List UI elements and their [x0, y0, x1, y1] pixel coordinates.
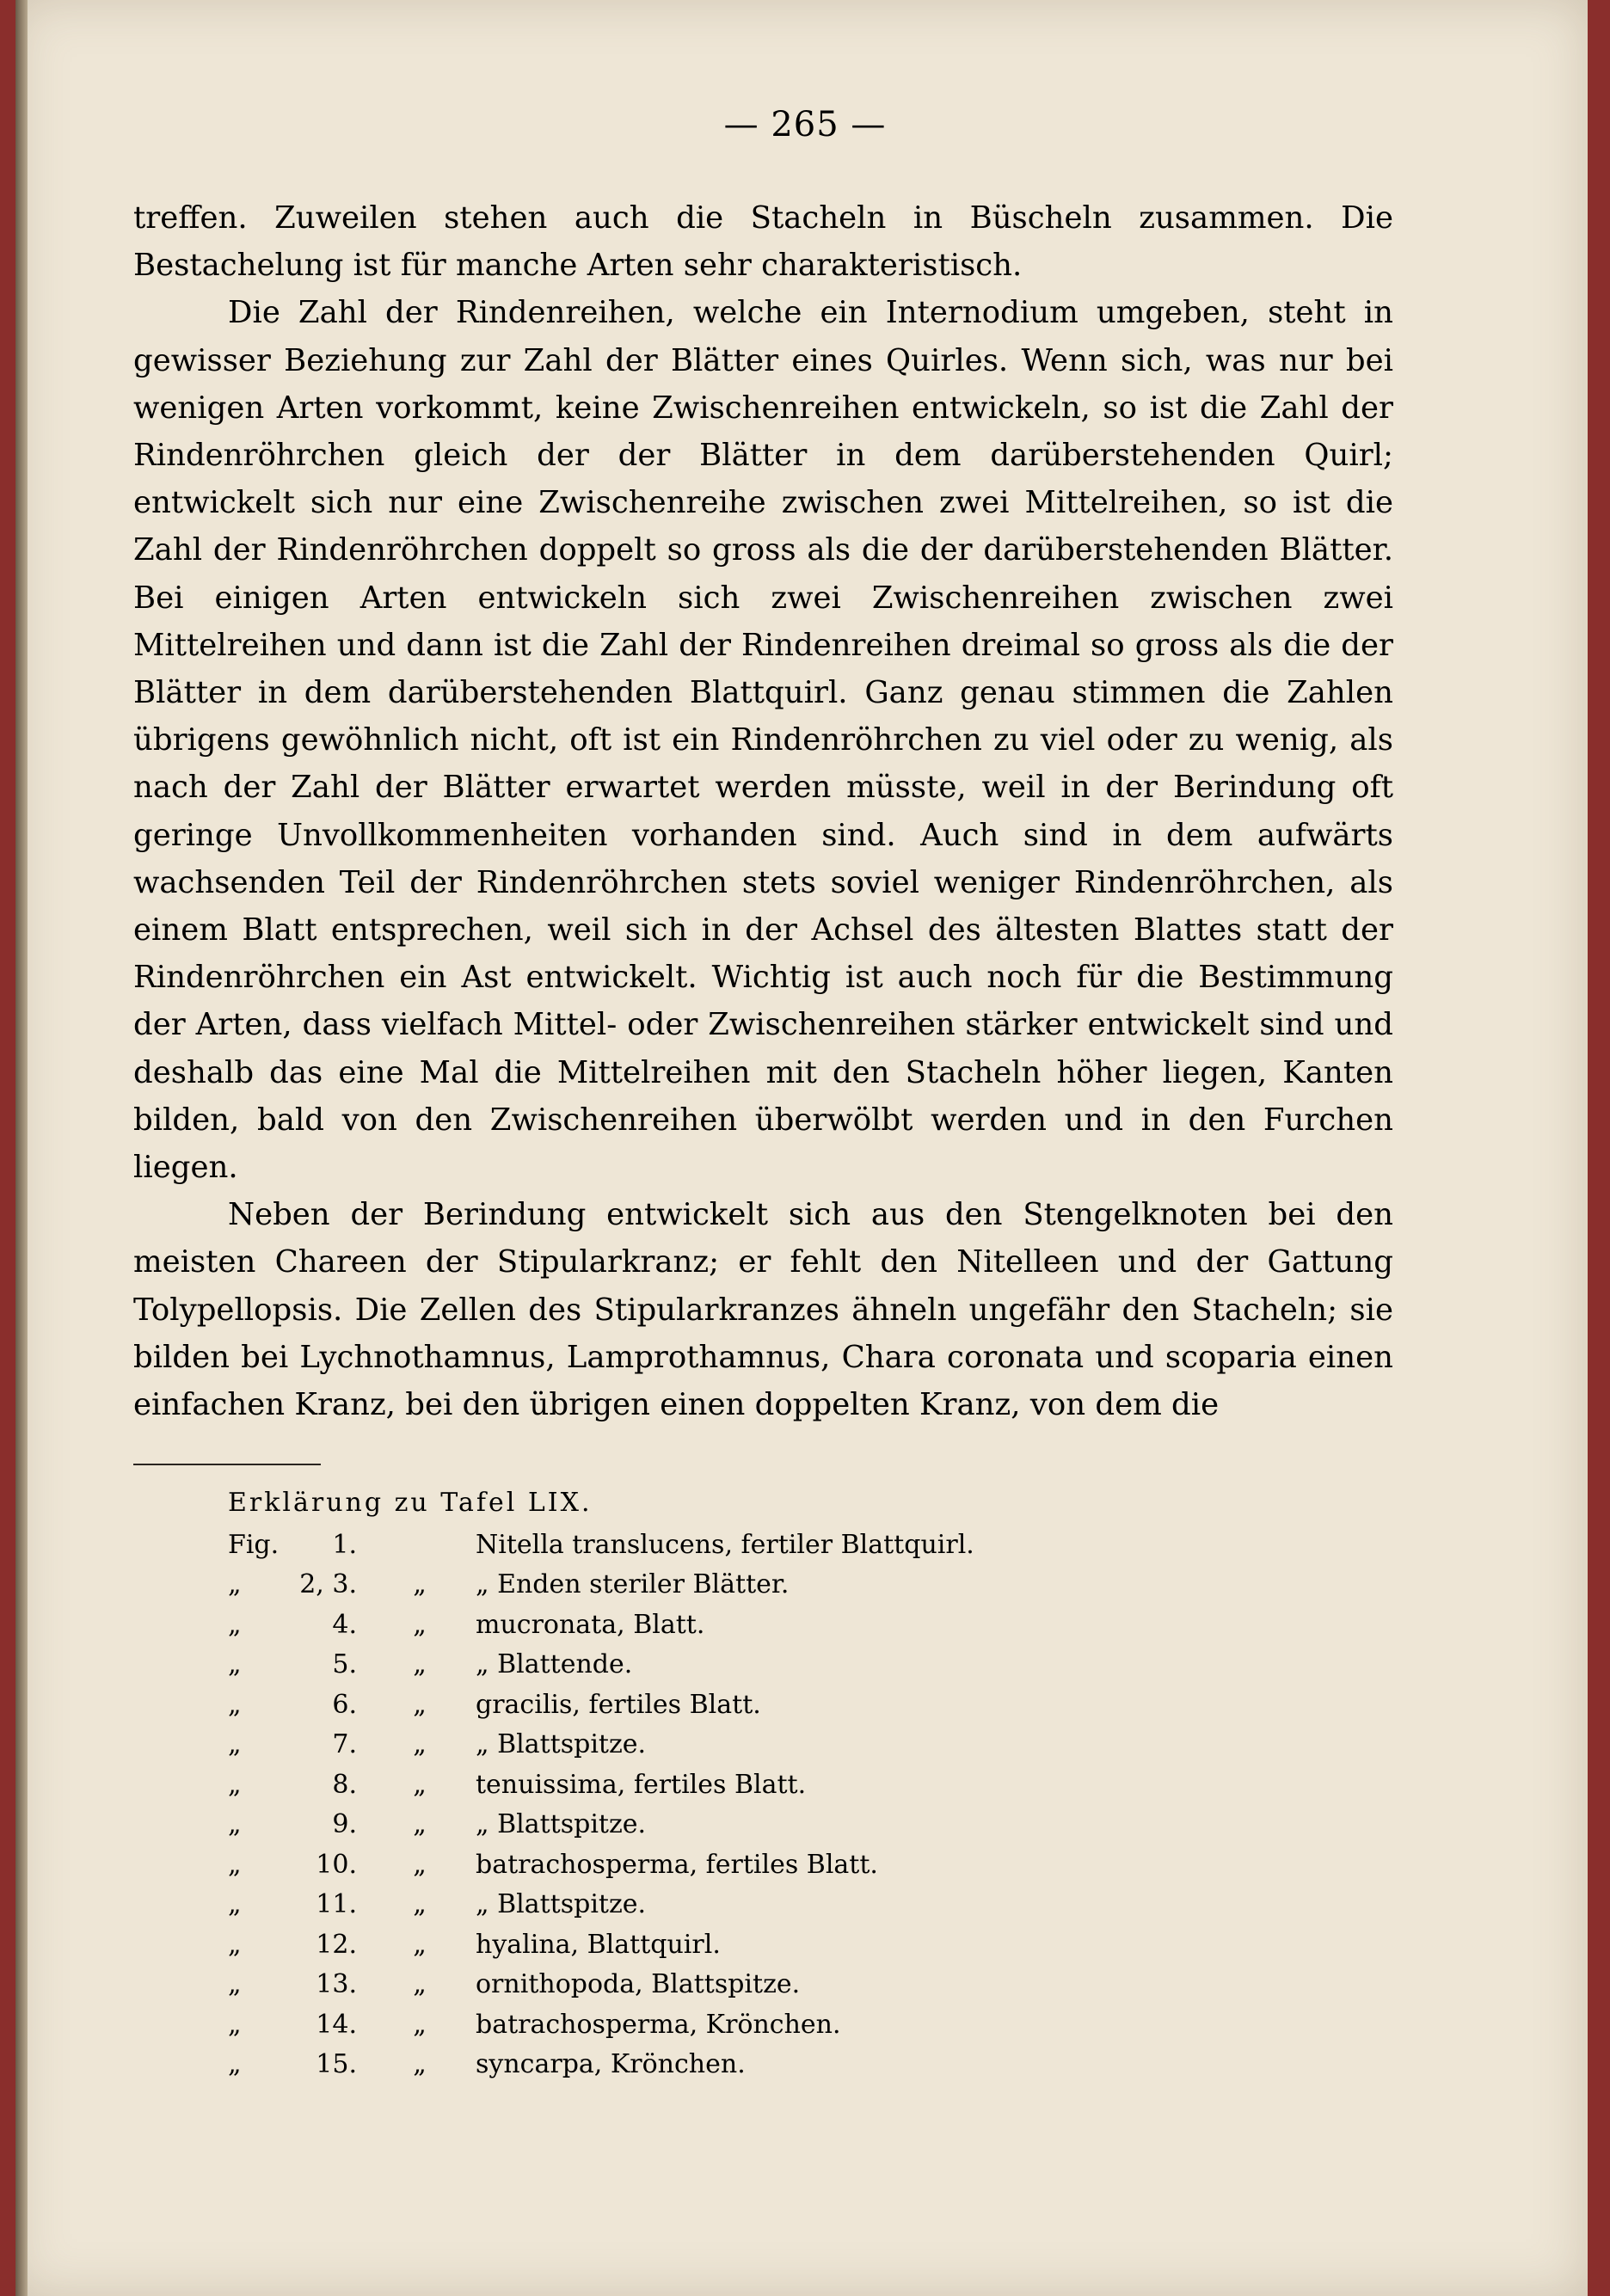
legend-ditto-mark: „: [413, 1969, 427, 1999]
legend-row: [228, 1565, 1346, 1605]
legend-row: [228, 1685, 1346, 1726]
legend-fig-number: 13.: [316, 1969, 357, 1999]
legend-fig-prefix: „: [228, 1809, 242, 1839]
legend-row: [228, 1845, 1346, 1886]
legend-fig-prefix: „: [228, 1649, 242, 1679]
paragraph: Die Zahl der Rindenreihen, welche ein Internodium umgeben, steht in gewisser Beziehung zur Zahl der Blätter eines Quirles. Wenn sich, was nur bei wenigen Arten vorkommt, keine Zwischenreihen entwickeln, so ist die Zahl der Rindenröhrchen gleich der der Blätter in dem darüberstehenden Quirl; entwickelt sich nur eine Zwischenreihe zwischen zwei Mittelreihen, so ist die Zahl der Rindenröhrchen doppelt so gross als die der darüberstehenden Blätter. Bei einigen Arten entwickeln sich zwei Zwischenreihen zwischen zwei Mittelreihen und dann ist die Zahl der Rindenreihen dreimal so gross als die der Blätter in dem darüberstehenden Blattquirl. Ganz genau stimmen die Zahlen übrigens gewöhnlich nicht, oft ist ein Rindenröhrchen zu viel oder zu wenig, als nach der Zahl der Blätter erwartet werden müsste, weil in der Berindung oft geringe Unvollkommenheiten vorhanden sind. Auch sind in dem aufwärts wachsenden Teil der Rindenröhrchen stets soviel weniger Rindenröhrchen, als einem Blatt entsprechen, weil sich in der Achsel des ältesten Blattes statt der Rindenröhrchen ein Ast entwickelt. Wichtig ist auch noch für die Bestimmung der Arten, dass vielfach Mittel- oder Zwischenreihen stärker entwickelt sind und deshalb das eine Mal die Mittelreihen mit den Stacheln höher liegen, Kanten bilden, bald von den Zwischenreihen überwölbt werden und in den Furchen liegen.: [133, 295, 1393, 1186]
legend-row: [228, 1605, 1346, 1646]
legend-description: mucronata, Blatt.: [476, 1609, 705, 1640]
legend-row: [228, 1526, 1346, 1566]
legend-fig-prefix: „: [228, 1729, 242, 1759]
page-spine-edge: [15, 0, 28, 2296]
body-text: [133, 194, 1393, 1428]
legend-fig-number: 8.: [332, 1769, 357, 1800]
legend-row: [228, 1805, 1346, 1845]
legend-description: batrachosperma, fertiles Blatt.: [476, 1849, 878, 1880]
legend-ditto-mark: „: [413, 1729, 427, 1759]
legend-description: „ Enden steriler Blätter.: [476, 1569, 790, 1599]
page-number: — 265 —: [723, 105, 887, 144]
legend-rows: [228, 1526, 1346, 2085]
legend-fig-number: 12.: [316, 1929, 357, 1960]
legend-ditto-mark: „: [413, 1769, 427, 1800]
legend-description: „ Blattspitze.: [476, 1729, 647, 1759]
legend-fig-number: 1.: [332, 1529, 357, 1560]
legend-fig-prefix: „: [228, 1849, 242, 1880]
legend-description: hyalina, Blattquirl.: [476, 1929, 721, 1960]
legend-fig-number: 2, 3.: [299, 1569, 357, 1599]
legend-row: [228, 1925, 1346, 1966]
legend-description: batrachosperma, Krönchen.: [476, 2009, 841, 2040]
legend-row: [228, 1965, 1346, 2005]
legend-fig-number: 5.: [332, 1649, 357, 1679]
legend-fig-prefix: Fig.: [228, 1529, 280, 1560]
legend-row: [228, 2005, 1346, 2046]
legend-fig-prefix: „: [228, 1889, 242, 1919]
legend-fig-prefix: „: [228, 2049, 242, 2079]
legend-fig-number: 4.: [332, 1609, 357, 1640]
legend-ditto-mark: „: [413, 1609, 427, 1640]
legend-row: [228, 1765, 1346, 1806]
legend-description: syncarpa, Krönchen.: [476, 2049, 746, 2079]
legend-description: „ Blattende.: [476, 1649, 633, 1679]
legend-row: [228, 2045, 1346, 2085]
legend-fig-number: 6.: [332, 1689, 357, 1720]
legend-ditto-mark: [364, 1526, 476, 1566]
legend-description: ornithopoda, Blattspitze.: [476, 1969, 801, 1999]
legend-fig-prefix: „: [228, 1969, 242, 1999]
paragraph: treffen. Zuweilen stehen auch die Stacheln in Büscheln zusammen. Die Bestachelung ist für manche Arten sehr charakteristisch.: [133, 200, 1393, 284]
legend-ditto-mark: „: [413, 1809, 427, 1839]
legend-fig-number: 15.: [316, 2049, 357, 2079]
legend-ditto-mark: „: [413, 1849, 427, 1880]
legend-title: Erklärung zu Tafel LIX.: [228, 1488, 593, 1518]
legend-fig-number: 9.: [332, 1809, 357, 1839]
legend-fig-prefix: „: [228, 1689, 242, 1720]
legend-fig-prefix: „: [228, 2009, 242, 2040]
legend-ditto-mark: „: [413, 1649, 427, 1679]
legend-fig-prefix: „: [228, 1609, 242, 1640]
legend-ditto-mark: „: [413, 2009, 427, 2040]
legend-ditto-mark: „: [413, 1569, 427, 1599]
paragraph: Neben der Berindung entwickelt sich aus den Stengelknoten bei den meisten Chareen der Stipularkranz; er fehlt den Nitelleen und der Gattung Tolypellopsis. Die Zellen des Stipularkranzes ähneln ungefähr den Stacheln; sie bilden bei Lychnothamnus, Lamprothamnus, Chara coronata und scoparia einen einfachen Kranz, bei den übrigen einen doppelten Kranz, von dem die: [133, 1197, 1393, 1423]
legend-description: Nitella translucens, fertiler Blattquirl.: [476, 1529, 974, 1560]
footnote-divider: [133, 1464, 321, 1465]
legend-description: gracilis, fertiles Blatt.: [476, 1689, 761, 1720]
legend-ditto-mark: „: [413, 1929, 427, 1960]
legend-fig-number: 11.: [316, 1889, 357, 1919]
plate-legend: [228, 1483, 1346, 2085]
legend-fig-prefix: „: [228, 1769, 242, 1800]
legend-description: tenuissima, fertiles Blatt.: [476, 1769, 807, 1800]
legend-description: „ Blattspitze.: [476, 1889, 647, 1919]
legend-fig-number: 10.: [316, 1849, 357, 1880]
legend-fig-prefix: „: [228, 1929, 242, 1960]
legend-description: „ Blattspitze.: [476, 1809, 647, 1839]
legend-ditto-mark: „: [413, 1889, 427, 1919]
legend-fig-number: 14.: [316, 2009, 357, 2040]
legend-ditto-mark: „: [413, 2049, 427, 2079]
legend-ditto-mark: „: [413, 1689, 427, 1720]
legend-row: [228, 1885, 1346, 1925]
legend-fig-prefix: „: [228, 1569, 242, 1599]
legend-fig-number: 7.: [332, 1729, 357, 1759]
legend-row: [228, 1645, 1346, 1685]
legend-row: [228, 1725, 1346, 1765]
